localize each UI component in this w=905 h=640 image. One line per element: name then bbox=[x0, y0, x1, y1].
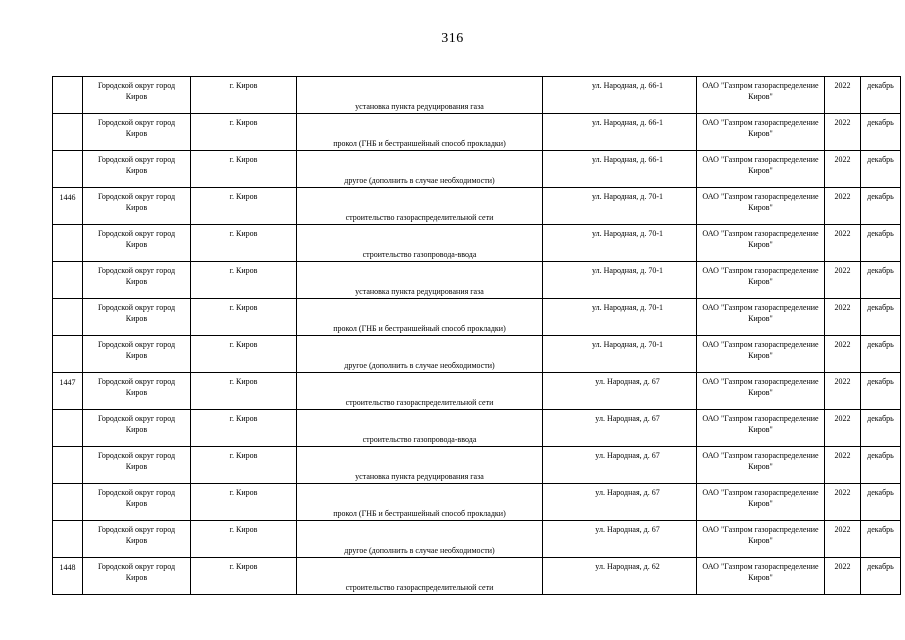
cell-settlement: г. Киров bbox=[191, 558, 297, 595]
cell-municipality bbox=[83, 299, 191, 336]
cell-month: декабрь bbox=[861, 410, 901, 447]
municipality-line-1: Городской округ город bbox=[97, 266, 176, 275]
cell-month: декабрь bbox=[861, 336, 901, 373]
cell-number bbox=[53, 225, 83, 262]
cell-organization bbox=[697, 558, 825, 595]
cell-month: декабрь bbox=[861, 558, 901, 595]
cell-organization bbox=[697, 151, 825, 188]
cell-work-type: строительство газопровода-ввода bbox=[297, 410, 543, 447]
cell-address: ул. Народная, д. 70-1 bbox=[543, 188, 697, 225]
cell-organization bbox=[697, 484, 825, 521]
cell-month: декабрь bbox=[861, 151, 901, 188]
cell-municipality bbox=[83, 410, 191, 447]
table-row bbox=[53, 484, 901, 521]
cell-address: ул. Народная, д. 66-1 bbox=[543, 114, 697, 151]
table-row bbox=[53, 262, 901, 299]
cell-settlement: г. Киров bbox=[191, 373, 297, 410]
cell-organization bbox=[697, 262, 825, 299]
cell-address: ул. Народная, д. 67 bbox=[543, 410, 697, 447]
municipality-line-1: Городской округ город bbox=[97, 377, 176, 386]
municipality-line-1: Городской округ город bbox=[97, 451, 176, 460]
municipality-line-2: Киров bbox=[125, 314, 148, 323]
cell-municipality bbox=[83, 188, 191, 225]
organization-line-1: ОАО "Газпром газораспределение bbox=[702, 118, 819, 127]
organization-line-2: Киров" bbox=[748, 425, 773, 434]
cell-settlement: г. Киров bbox=[191, 225, 297, 262]
cell-work-type: строительство газораспределительной сети bbox=[297, 373, 543, 410]
cell-municipality bbox=[83, 262, 191, 299]
cell-number bbox=[53, 77, 83, 114]
cell-organization bbox=[697, 336, 825, 373]
cell-month: декабрь bbox=[861, 262, 901, 299]
cell-year: 2022 bbox=[825, 299, 861, 336]
organization-line-2: Киров" bbox=[748, 240, 773, 249]
table-row bbox=[53, 521, 901, 558]
cell-municipality bbox=[83, 336, 191, 373]
cell-number bbox=[53, 447, 83, 484]
cell-number bbox=[53, 151, 83, 188]
cell-organization bbox=[697, 299, 825, 336]
organization-line-1: ОАО "Газпром газораспределение bbox=[702, 488, 819, 497]
cell-number bbox=[53, 484, 83, 521]
municipality-line-2: Киров bbox=[125, 499, 148, 508]
table-body bbox=[53, 77, 901, 595]
cell-address: ул. Народная, д. 66-1 bbox=[543, 151, 697, 188]
cell-month: декабрь bbox=[861, 299, 901, 336]
cell-work-type: другое (дополнить в случае необходимости) bbox=[297, 151, 543, 188]
cell-work-type: установка пункта редуцирования газа bbox=[297, 262, 543, 299]
municipality-line-2: Киров bbox=[125, 351, 148, 360]
cell-settlement: г. Киров bbox=[191, 77, 297, 114]
cell-organization bbox=[697, 447, 825, 484]
cell-address: ул. Народная, д. 70-1 bbox=[543, 225, 697, 262]
cell-number: 1447 bbox=[53, 373, 83, 410]
organization-line-1: ОАО "Газпром газораспределение bbox=[702, 229, 819, 238]
cell-municipality bbox=[83, 447, 191, 484]
organization-line-2: Киров" bbox=[748, 166, 773, 175]
organization-line-1: ОАО "Газпром газораспределение bbox=[702, 562, 819, 571]
cell-address: ул. Народная, д. 70-1 bbox=[543, 336, 697, 373]
municipality-line-2: Киров bbox=[125, 388, 148, 397]
table-row bbox=[53, 410, 901, 447]
cell-month: декабрь bbox=[861, 114, 901, 151]
cell-year: 2022 bbox=[825, 151, 861, 188]
cell-settlement: г. Киров bbox=[191, 410, 297, 447]
municipality-line-1: Городской округ город bbox=[97, 525, 176, 534]
municipality-line-1: Городской округ город bbox=[97, 192, 176, 201]
table-row bbox=[53, 373, 901, 410]
cell-year: 2022 bbox=[825, 521, 861, 558]
cell-year: 2022 bbox=[825, 225, 861, 262]
cell-year: 2022 bbox=[825, 336, 861, 373]
cell-work-type: установка пункта редуцирования газа bbox=[297, 77, 543, 114]
table-row bbox=[53, 114, 901, 151]
organization-line-2: Киров" bbox=[748, 573, 773, 582]
cell-organization bbox=[697, 521, 825, 558]
cell-municipality bbox=[83, 484, 191, 521]
cell-work-type: другое (дополнить в случае необходимости) bbox=[297, 521, 543, 558]
municipality-line-2: Киров bbox=[125, 203, 148, 212]
cell-month: декабрь bbox=[861, 373, 901, 410]
organization-line-2: Киров" bbox=[748, 536, 773, 545]
municipality-line-2: Киров bbox=[125, 240, 148, 249]
cell-year: 2022 bbox=[825, 188, 861, 225]
table-row bbox=[53, 225, 901, 262]
organization-line-2: Киров" bbox=[748, 92, 773, 101]
municipality-line-1: Городской округ город bbox=[97, 155, 176, 164]
table-row bbox=[53, 77, 901, 114]
organization-line-1: ОАО "Газпром газораспределение bbox=[702, 525, 819, 534]
municipality-line-1: Городской округ город bbox=[97, 488, 176, 497]
municipality-line-1: Городской округ город bbox=[97, 414, 176, 423]
cell-year: 2022 bbox=[825, 410, 861, 447]
organization-line-1: ОАО "Газпром газораспределение bbox=[702, 266, 819, 275]
cell-municipality bbox=[83, 558, 191, 595]
cell-year: 2022 bbox=[825, 373, 861, 410]
cell-year: 2022 bbox=[825, 77, 861, 114]
cell-work-type: прокол (ГНБ и бестраншейный способ прокладки) bbox=[297, 484, 543, 521]
cell-month: декабрь bbox=[861, 447, 901, 484]
municipality-line-2: Киров bbox=[125, 425, 148, 434]
municipality-line-1: Городской округ город bbox=[97, 229, 176, 238]
organization-line-2: Киров" bbox=[748, 351, 773, 360]
table-row bbox=[53, 558, 901, 595]
cell-organization bbox=[697, 114, 825, 151]
organization-line-1: ОАО "Газпром газораспределение bbox=[702, 451, 819, 460]
cell-month: декабрь bbox=[861, 521, 901, 558]
cell-settlement: г. Киров bbox=[191, 188, 297, 225]
cell-year: 2022 bbox=[825, 558, 861, 595]
municipality-line-2: Киров bbox=[125, 166, 148, 175]
cell-number bbox=[53, 336, 83, 373]
table-row bbox=[53, 151, 901, 188]
cell-number bbox=[53, 262, 83, 299]
cell-address: ул. Народная, д. 70-1 bbox=[543, 262, 697, 299]
cell-work-type: строительство газораспределительной сети bbox=[297, 558, 543, 595]
cell-organization bbox=[697, 225, 825, 262]
cell-number: 1446 bbox=[53, 188, 83, 225]
cell-address: ул. Народная, д. 66-1 bbox=[543, 77, 697, 114]
cell-month: декабрь bbox=[861, 77, 901, 114]
cell-year: 2022 bbox=[825, 447, 861, 484]
municipality-line-1: Городской округ город bbox=[97, 81, 176, 90]
cell-month: декабрь bbox=[861, 188, 901, 225]
cell-organization bbox=[697, 373, 825, 410]
municipality-line-1: Городской округ город bbox=[97, 303, 176, 312]
cell-address: ул. Народная, д. 70-1 bbox=[543, 299, 697, 336]
organization-line-1: ОАО "Газпром газораспределение bbox=[702, 81, 819, 90]
cell-municipality bbox=[83, 373, 191, 410]
cell-work-type: строительство газораспределительной сети bbox=[297, 188, 543, 225]
cell-settlement: г. Киров bbox=[191, 262, 297, 299]
municipality-line-1: Городской округ город bbox=[97, 340, 176, 349]
cell-work-type: установка пункта редуцирования газа bbox=[297, 447, 543, 484]
organization-line-2: Киров" bbox=[748, 388, 773, 397]
cell-number bbox=[53, 299, 83, 336]
organization-line-2: Киров" bbox=[748, 203, 773, 212]
table-row bbox=[53, 336, 901, 373]
cell-settlement: г. Киров bbox=[191, 114, 297, 151]
table-row bbox=[53, 299, 901, 336]
works-table bbox=[52, 76, 901, 595]
municipality-line-1: Городской округ город bbox=[97, 562, 176, 571]
cell-year: 2022 bbox=[825, 262, 861, 299]
cell-number bbox=[53, 521, 83, 558]
organization-line-1: ОАО "Газпром газораспределение bbox=[702, 303, 819, 312]
cell-address: ул. Народная, д. 67 bbox=[543, 484, 697, 521]
organization-line-2: Киров" bbox=[748, 462, 773, 471]
cell-municipality bbox=[83, 521, 191, 558]
cell-number bbox=[53, 410, 83, 447]
organization-line-2: Киров" bbox=[748, 314, 773, 323]
table-row bbox=[53, 447, 901, 484]
municipality-line-1: Городской округ город bbox=[97, 118, 176, 127]
municipality-line-2: Киров bbox=[125, 277, 148, 286]
cell-organization bbox=[697, 188, 825, 225]
organization-line-1: ОАО "Газпром газораспределение bbox=[702, 377, 819, 386]
cell-address: ул. Народная, д. 62 bbox=[543, 558, 697, 595]
cell-address: ул. Народная, д. 67 bbox=[543, 373, 697, 410]
cell-organization bbox=[697, 77, 825, 114]
cell-settlement: г. Киров bbox=[191, 151, 297, 188]
cell-municipality bbox=[83, 77, 191, 114]
cell-settlement: г. Киров bbox=[191, 447, 297, 484]
municipality-line-2: Киров bbox=[125, 129, 148, 138]
organization-line-1: ОАО "Газпром газораспределение bbox=[702, 414, 819, 423]
cell-work-type: строительство газопровода-ввода bbox=[297, 225, 543, 262]
municipality-line-2: Киров bbox=[125, 536, 148, 545]
cell-settlement: г. Киров bbox=[191, 521, 297, 558]
municipality-line-2: Киров bbox=[125, 92, 148, 101]
cell-municipality bbox=[83, 151, 191, 188]
organization-line-2: Киров" bbox=[748, 277, 773, 286]
cell-settlement: г. Киров bbox=[191, 336, 297, 373]
cell-year: 2022 bbox=[825, 114, 861, 151]
cell-number: 1448 bbox=[53, 558, 83, 595]
cell-work-type: другое (дополнить в случае необходимости) bbox=[297, 336, 543, 373]
cell-year: 2022 bbox=[825, 484, 861, 521]
organization-line-1: ОАО "Газпром газораспределение bbox=[702, 192, 819, 201]
cell-address: ул. Народная, д. 67 bbox=[543, 447, 697, 484]
municipality-line-2: Киров bbox=[125, 573, 148, 582]
cell-organization bbox=[697, 410, 825, 447]
cell-month: декабрь bbox=[861, 484, 901, 521]
organization-line-2: Киров" bbox=[748, 499, 773, 508]
table-row bbox=[53, 188, 901, 225]
page-number: 316 bbox=[441, 31, 464, 46]
organization-line-1: ОАО "Газпром газораспределение bbox=[702, 155, 819, 164]
cell-address: ул. Народная, д. 67 bbox=[543, 521, 697, 558]
organization-line-1: ОАО "Газпром газораспределение bbox=[702, 340, 819, 349]
cell-work-type: прокол (ГНБ и бестраншейный способ прокладки) bbox=[297, 299, 543, 336]
cell-settlement: г. Киров bbox=[191, 299, 297, 336]
organization-line-2: Киров" bbox=[748, 129, 773, 138]
cell-month: декабрь bbox=[861, 225, 901, 262]
municipality-line-2: Киров bbox=[125, 462, 148, 471]
cell-municipality bbox=[83, 225, 191, 262]
cell-number bbox=[53, 114, 83, 151]
cell-settlement: г. Киров bbox=[191, 484, 297, 521]
cell-municipality bbox=[83, 114, 191, 151]
cell-work-type: прокол (ГНБ и бестраншейный способ прокладки) bbox=[297, 114, 543, 151]
